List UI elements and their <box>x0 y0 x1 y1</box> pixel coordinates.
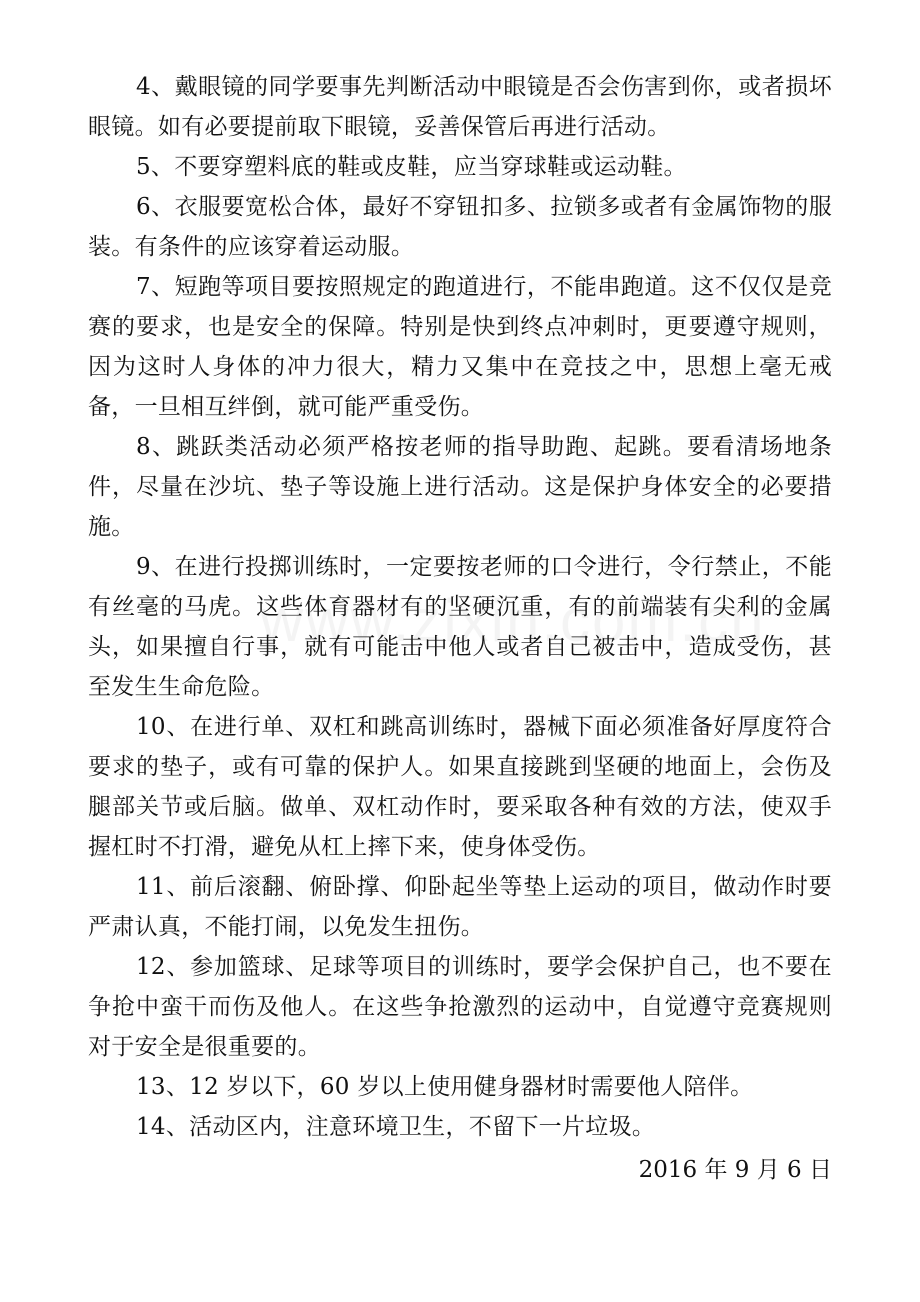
paragraph-9: 9、在进行投掷训练时，一定要按老师的口令进行，令行禁止，不能有丝毫的马虎。这些体育器材有的坚硬沉重，有的前端装有尖利的金属头，如果擅自行事，就有可能击中他人或者自己被击中，造成受伤，甚至发生生命危险。 <box>88 554 832 700</box>
document-date: 2016 年 9 月 6 日 <box>638 1157 832 1183</box>
paragraph-14: 14、活动区内，注意环境卫生，不留下一片垃圾。 <box>136 1114 656 1140</box>
paragraph-13: 13、12 岁以下，60 岁以上使用健身器材时需要他人陪伴。 <box>136 1074 754 1100</box>
paragraph-4: 4、戴眼镜的同学要事先判断活动中眼镜是否会伤害到你，或者损坏眼镜。如有必要提前取下眼镜，妥善保管后再进行活动。 <box>88 74 832 140</box>
document-body <box>88 67 832 1147</box>
paragraph-8: 8、跳跃类活动必须严格按老师的指导助跑、起跳。要看清场地条件，尽量在沙坑、垫子等设施上进行活动。这是保护身体安全的必要措施。 <box>88 434 832 540</box>
paragraph-6: 6、衣服要宽松合体，最好不穿钮扣多、拉锁多或者有金属饰物的服装。有条件的应该穿着运动服。 <box>88 194 832 260</box>
paragraph-11: 11、前后滚翻、俯卧撑、仰卧起坐等垫上运动的项目，做动作时要严肃认真，不能打闹，以免发生扭伤。 <box>88 874 832 940</box>
paragraph-5: 5、不要穿塑料底的鞋或皮鞋，应当穿球鞋或运动鞋。 <box>136 154 687 180</box>
paragraph-7: 7、短跑等项目要按照规定的跑道进行，不能串跑道。这不仅仅是竞赛的要求，也是安全的保障。特别是快到终点冲刺时，更要遵守规则，因为这时人身体的冲力很大，精力又集中在竞技之中，思想上毫无戒备，一旦相互绊倒，就可能严重受伤。 <box>88 274 832 420</box>
paragraph-10: 10、在进行单、双杠和跳高训练时，器械下面必须准备好厚度符合要求的垫子，或有可靠的保护人。如果直接跳到坚硬的地面上，会伤及腿部关节或后脑。做单、双杠动作时，要采取各种有效的方法，使双手握杠时不打滑，避免从杠上摔下来，使身体受伤。 <box>88 714 832 860</box>
paragraph-12: 12、参加篮球、足球等项目的训练时，要学会保护自己，也不要在争抢中蛮干而伤及他人。在这些争抢激烈的运动中，自觉遵守竞赛规则对于安全是很重要的。 <box>88 954 832 1060</box>
